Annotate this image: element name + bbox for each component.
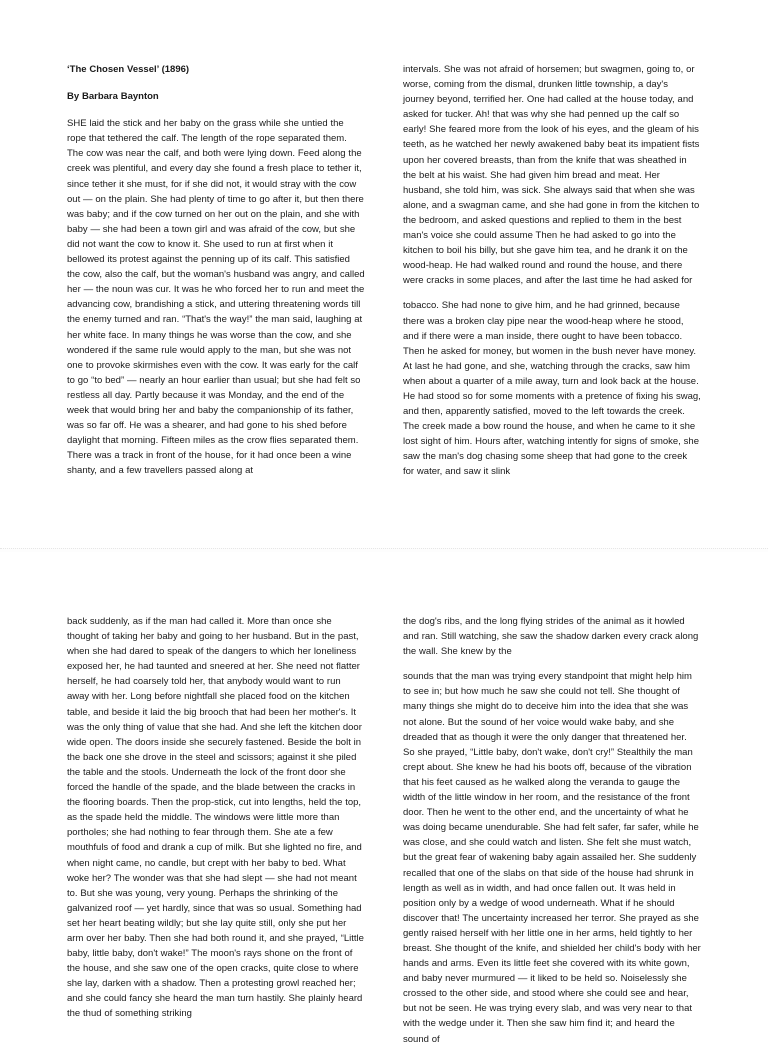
story-title: ‘The Chosen Vessel’ (1896) xyxy=(67,64,190,75)
body-paragraph: intervals. She was not afraid of horsemen; but swagmen, going to, or worse, coming from the dismal, drunken little township, a day's journey beyond, terrified her. One had called at the house today, and asked for tucker. Ah! that was why she had penned up the calf so early! She feared more from the look of his eyes, and the gleam of his teeth, as he watched her newly awakened baby beat its impatient fists upon her covered breasts, than from the knife that was sheathed in the belt at his waist. She had given him bread and meat. Her husband, she told him, was sick. She always said that when she was alone, and a swagman came, and she had gone in from the kitchen to the bedroom, and asked questions and replied to them in the best man's voice she could assume Then he had asked to go into the kitchen to boil his billy, but she gave him tea, and he drank it on the wood-heap. He had walked round and round the house, and there were cracks in some places, and after the last time he had asked for xyxy=(403,64,700,287)
body-paragraph: tobacco. She had none to give him, and he had grinned, because there was a broken clay pipe near the wood-heap where he stood, and if there were a man inside, there ought to have been tobacco. Then he asked for money, but women in the bush never have money. At last he had gone, and she, watching through the cracks, saw him when about a quarter of a mile away, turn and look back at the house. He had stood so for some moments with a pretence of fixing his swag, and then, apparently satisfied, moved to the left towards the creek. The creek made a bow round the house, and when he came to it she lost sight of him. Hours after, watching intently for signs of smoke, she saw the man's dog chasing some sheep that had gone to the creek for water, and saw it slink xyxy=(403,300,701,478)
story-author: By Barbara Baynton xyxy=(67,91,159,103)
body-paragraph: the dog's ribs, and the long flying strides of the animal as it howled and ran. Still watching, she saw the shadow darken every crack along the wall. She knew by the xyxy=(403,616,699,658)
page-2 xyxy=(0,552,768,1045)
body-paragraph: SHE laid the stick and her baby on the grass while she untied the rope that tethered the calf. The length of the rope separated them. The cow was near the calf, and both were lying down. Feed along the creek was plentiful, and every day she found a fresh place to tether it, since tether it she must, for if she did not, it would stray with the cow out — on the plain. She had plenty of time to go after it, but then there was baby; and if the cow turned on her out on the plain, and she with baby — she had been a town girl and was afraid of the cow, but she did not want the cow to know it. She used to run at first when it bellowed its protest against the penning up of its calf. This satisfied the cow, also the calf, but the woman's husband was angry, and called her — the noun was cur. It was he who forced her to run and meet the advancing cow, brandishing a stick, and uttering threatening words till the enemy turned and ran. “That's the way!” the man said, laughing at her white face. In many things he was worse than the cow, and she wondered if the same rule would apply to the man, but she was not one to provoke skirmishes even with the cow. It was early for the calf to go “to bed” — nearly an hour earlier than usual; but she had felt so restless all day. Partly because it was Monday, and the end of the week that would bring her and baby the companionship of its father, was so far off. He was a shearer, and had gone to his shed before daylight that morning. Fifteen miles as the crow flies separated them. There was a track in front of the house, for it had once been a wine shanty, and a few travellers passed along at xyxy=(67,118,365,477)
page-1-left-column xyxy=(67,62,365,478)
page-2-left-column xyxy=(67,614,365,1022)
body-paragraph: back suddenly, as if the man had called it. More than once she thought of taking her baby and going to her husband. But in the past, when she had dared to speak of the dangers to which her loneliness exposed her, he had taunted and sneered at her. She need not flatter herself, he had coarsely told her, that anybody would want to run away with her. Long before nightfall she placed food on the kitchen table, and beside it laid the big brooch that had been her mother's. It was the only thing of value that she had. And she left the kitchen door wide open. The doors inside she securely fastened. Beside the bolt in the back one she drove in the steel and scissors; against it she piled the table and the stools. Underneath the lock of the front door she forced the handle of the spade, and the blade between the cracks in the flooring boards. Then the prop-stick, cut into lengths, held the top, as the spade held the middle. The windows were little more than portholes; she had nothing to fear through them. She ate a few mouthfuls of food and drank a cup of milk. But she lighted no fire, and when night came, no candle, but crept with her baby to bed. What woke her? The wonder was that she had slept — she had not meant to. But she was young, very young. Perhaps the shrinking of the galvanized roof — yet hardly, since that was so usual. Something had set her heart beating wildly; but she lay quite still, only she put her arm over her baby. Then she had both round it, and she prayed, “Little baby, little baby, don't wake!” The moon's rays shone on the front of the house, and she saw one of the open cracks, quite close to where she lay, darken with a shadow. Then a protesting growl reached her; and she could fancy she heard the man turn hastily. She plainly heard the thud of something striking xyxy=(67,616,364,1020)
page-1-right-column xyxy=(403,62,701,480)
page-2-right-column xyxy=(403,614,701,1047)
body-paragraph: sounds that the man was trying every standpoint that might help him to see in; but how much he saw she could not tell. She thought of many things she might do to deceive him into the idea that she was not alone. But the sound of her voice would wake baby, and she dreaded that as though it were the only danger that threatened her. So she prayed, “Little baby, don't wake, don't cry!” Stealthily the man crept about. She knew he had his boots off, because of the vibration that his feet caused as he walked along the veranda to gauge the width of the little window in her room, and the resistance of the front door. Then he went to the other end, and the uncertainty of what he was doing became unendurable. She had felt safer, far safer, while he was close, and she could watch and listen. She felt she must watch, but the great fear of wakening baby again assailed her. She suddenly recalled that one of the slabs on that side of the house had shrunk in length as well as in width, and had once fallen out. It was held in position only by a wedge of wood underneath. What if he should discover that! The uncertainty increased her terror. She prayed as she gently raised herself with her little one in her arms, held tightly to her breast. She thought of the knife, and shielded her child's body with her hands and arms. Even its little feet she covered with its white gown, and baby never murmured — it liked to be held so. Noiselessly she crossed to the other side, and stood where she could see and hear, but not be seen. He was trying every slab, and was very near to that with the wedge under it. Then she saw him find it; and heard the sound of xyxy=(403,671,701,1045)
